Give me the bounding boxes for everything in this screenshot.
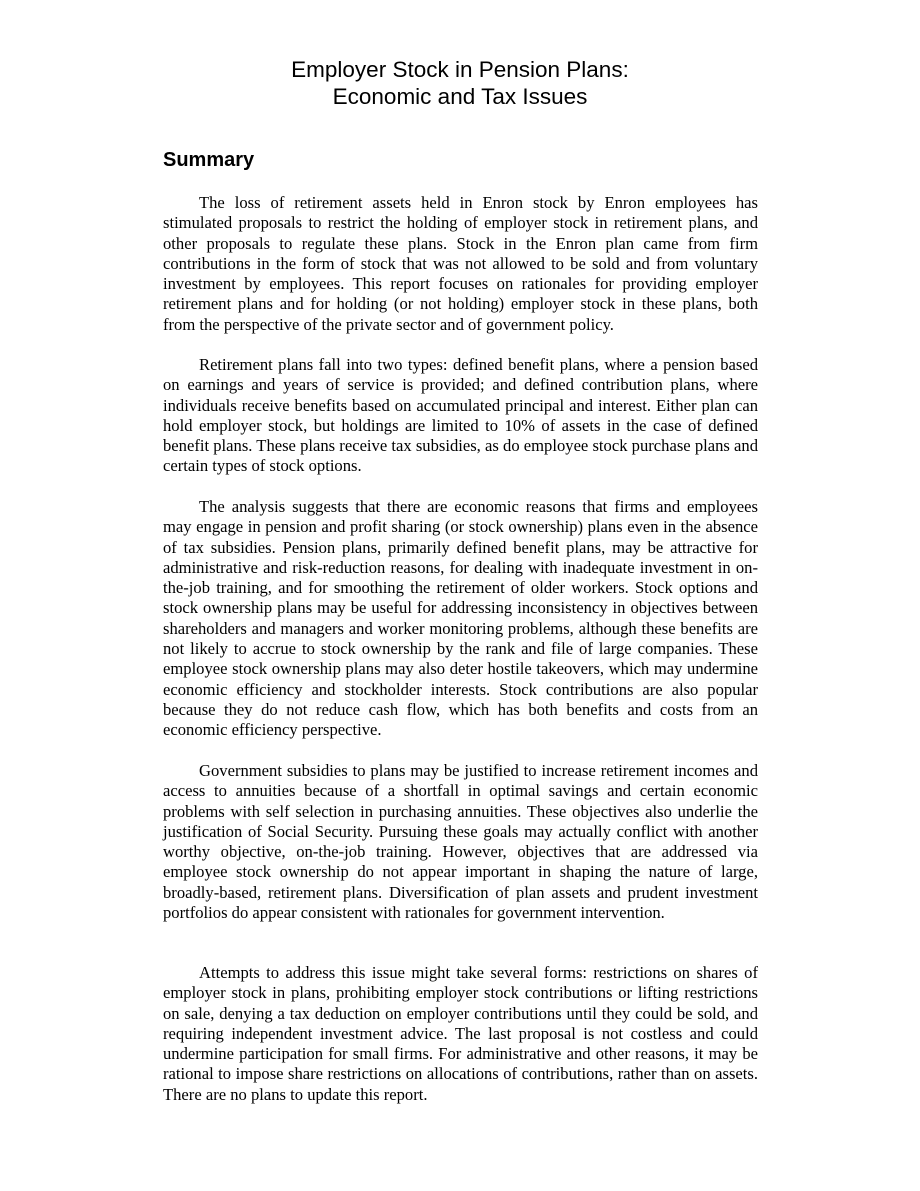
section-heading-summary: Summary <box>163 149 255 171</box>
summary-paragraph-4: Government subsidies to plans may be justified to increase retirement incomes and access to annuities because of a shortfall in optimal savings and certain economic problems with self selection in purchasing annuities. These objectives also underlie the justification of Social Security. Pursuing these goals may actually conflict with another worthy objective, on-the-job training. However, objectives that are addressed via employee stock ownership do not appear important in shaping the nature of large, broadly-based, retirement plans. Diversification of plan assets and prudent investment portfolios do appear consistent with rationales for government intervention. <box>163 761 758 923</box>
summary-paragraph-5: Attempts to address this issue might take several forms: restrictions on shares of employer stock in plans, prohibiting employer stock contributions or lifting restrictions on sale, denying a tax deduction on employer contributions until they could be sold, and requiring independent investment advice. The last proposal is not costless and could undermine participation for small firms. For administrative and other reasons, it may be rational to impose share restrictions on allocations of contributions, rather than on assets. There are no plans to update this report. <box>163 963 758 1104</box>
summary-paragraph-2: Retirement plans fall into two types: defined benefit plans, where a pension based on earnings and years of service is provided; and defined contribution plans, where individuals receive benefits based on accumulated principal and interest. Either plan can hold employer stock, but holdings are limited to 10% of assets in the case of defined benefit plans. These plans receive tax subsidies, as do employee stock purchase plans and certain types of stock options. <box>163 355 758 476</box>
document-title-line-1: Employer Stock in Pension Plans: <box>291 57 629 82</box>
summary-paragraph-3: The analysis suggests that there are economic reasons that firms and employees may engage in pension and profit sharing (or stock ownership) plans even in the absence of tax subsidies. Pension plans, primarily defined benefit plans, may be attractive for administrative and risk-reduction reasons, for dealing with inadequate investment in on-the-job training, and for smoothing the retirement of older workers. Stock options and stock ownership plans may be useful for addressing inconsistency in objectives between shareholders and managers and worker monitoring problems, although these benefits are not likely to accrue to stock ownership by the rank and file of large companies. These employee stock ownership plans may also deter hostile takeovers, which may undermine economic efficiency and stockholder interests. Stock contributions are also popular because they do not reduce cash flow, which has both benefits and costs from an economic efficiency perspective. <box>163 497 758 740</box>
document-title-line-2: Economic and Tax Issues <box>332 84 588 109</box>
summary-paragraph-1: The loss of retirement assets held in Enron stock by Enron employees has stimulated proposals to restrict the holding of employer stock in retirement plans, and other proposals to regulate these plans. Stock in the Enron plan came from firm contributions in the form of stock that was not allowed to be sold and from voluntary investment by employees. This report focuses on rationales for providing employer retirement plans and for holding (or not holding) employer stock in these plans, both from the perspective of the private sector and of government policy. <box>163 193 758 334</box>
